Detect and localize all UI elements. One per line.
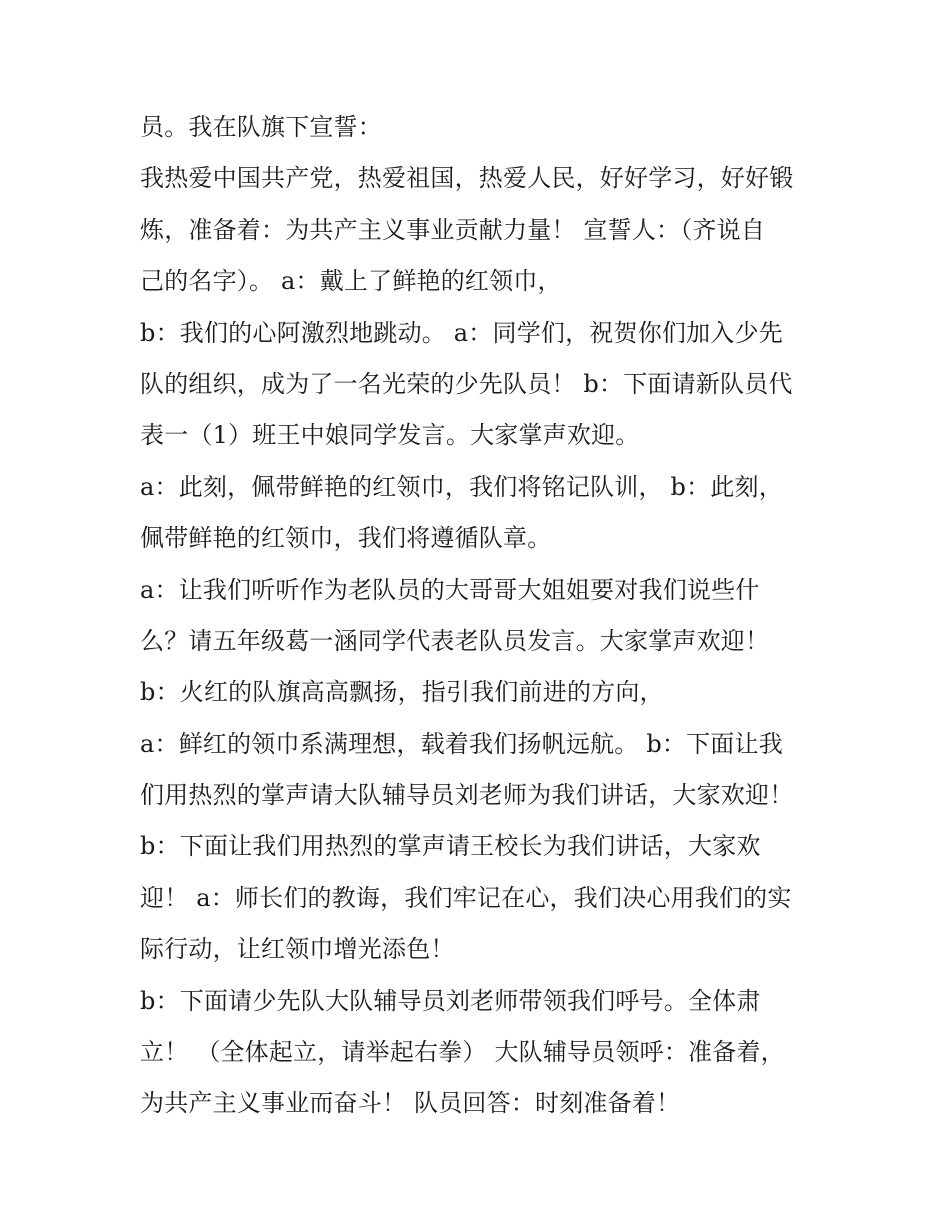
text-line: a：此刻，佩带鲜艳的红领巾，我们将铭记队训， b：此刻，: [140, 472, 783, 501]
text-line: 己的名字）。 a：戴上了鲜艳的红领巾，: [140, 267, 562, 296]
text-line: 立！ （全体起立，请举起右拳） 大队辅导员领呼：准备着，: [140, 1038, 785, 1067]
text-line: a：鲜红的领巾系满理想，载着我们扬帆远航。 b：下面让我: [140, 729, 783, 758]
text-line: b：下面让我们用热烈的掌声请王校长为我们讲话，大家欢: [140, 832, 761, 861]
text-line: b：我们的心阿激烈地跳动。 a：同学们，祝贺你们加入少先: [140, 318, 783, 347]
text-line: b：火红的队旗高高飘扬，指引我们前进的方向，: [140, 678, 664, 707]
text-line: 员。我在队旗下宣誓：: [140, 113, 382, 141]
text-line: 么？请五年级葛一涵同学代表老队员发言。大家掌声欢迎！: [140, 626, 770, 655]
text-line: 表一（1）班王中娘同学发言。大家掌声欢迎。: [140, 421, 640, 450]
text-line: 际行动，让红领巾增光添色！: [140, 935, 455, 964]
text-line: 迎！ a：师长们的教诲，我们牢记在心，我们决心用我们的实: [140, 883, 792, 912]
text-line: b：下面请少先队大队辅导员刘老师带领我们呼号。全体肃: [140, 986, 761, 1015]
text-line: 为共产主义事业而奋斗！ 队员回答：时刻准备着！: [140, 1089, 681, 1118]
text-line: 佩带鲜艳的红领巾，我们将遵循队章。: [140, 524, 552, 553]
text-line: 们用热烈的掌声请大队辅导员刘老师为我们讲话，大家欢迎！: [140, 781, 794, 810]
text-line: a：让我们听听作为老队员的大哥哥大姐姐要对我们说些什: [140, 575, 760, 604]
text-line: 炼，准备着：为共产主义事业贡献力量！ 宣誓人：（齐说自: [140, 215, 766, 244]
body-text: [140, 102, 830, 1130]
text-line: 队的组织，成为了一名光荣的少先队员！ b：下面请新队员代: [140, 369, 793, 398]
text-line: 我热爱中国共产党，热爱祖国，热爱人民，好好学习，好好锻: [140, 164, 794, 193]
